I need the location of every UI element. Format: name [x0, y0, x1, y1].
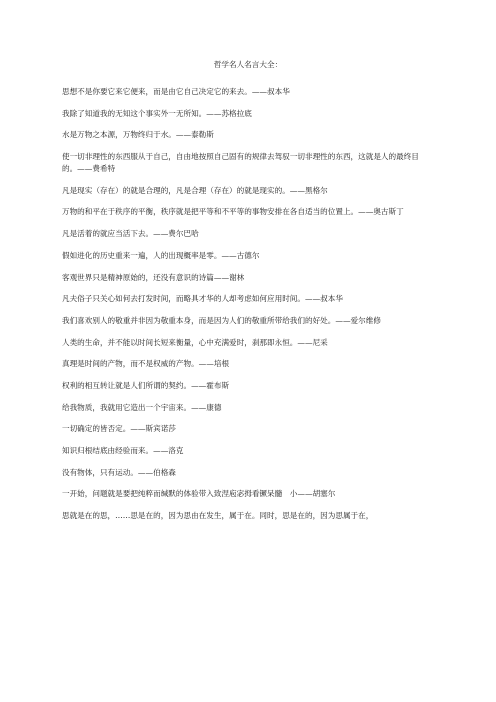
- quote-item: 凡是活着的就应当活下去。——费尔巴哈: [62, 229, 199, 239]
- quote-item: 给我物质，我就用它造出一个宇宙来。——康德: [62, 402, 222, 412]
- quote-item: 客观世界只是精神原始的，还没有意识的诗篇——谢林: [62, 272, 245, 282]
- quote-item: 我除了知道我的无知这个事实外一无所知。——苏格拉底: [62, 108, 252, 118]
- quote-item: 权利的相互转让就是人们所谓的契约。——霍布斯: [62, 380, 230, 390]
- quote-item: 万物的和平在于秩序的平衡，秩序就是把平等和不平等的事物安排在各自适当的位置上。——奥古斯丁: [62, 207, 404, 217]
- quote-item: 一开始，问题就是要把纯粹而缄默的体验带入致涅庖宓拇看镢呆髓 小——胡塞尔: [62, 489, 336, 499]
- quote-item: 思就是在的思，……思是在的，因为思由在发生，属于在。同时，思是在的，因为思属于在，: [62, 511, 374, 521]
- quote-item: 一切确定的皆否定。——斯宾诺莎: [62, 424, 176, 434]
- quote-item: 使一切非理性的东西服从于自己，自由地按照自己固有的规律去驾驭一切非理性的东西，这就是人的最终目的。——费希特: [62, 152, 419, 174]
- quote-item: 凡是现实（存在）的就是合理的，凡是合理（存在）的就是现实的。——黑格尔: [62, 185, 328, 195]
- quote-item: 水是万物之本源，万物终归于水。——泰勒斯: [62, 130, 214, 140]
- quote-item: 凡夫俗子只关心如何去打发时间，而略具才华的人却考虑如何应用时间。——叔本华: [62, 294, 343, 304]
- quote-item: 知识归根结底由经验而来。——洛克: [62, 446, 184, 455]
- quote-item: 思想不是你要它来它便来，而是由它自己决定它的来去。——叔本华: [62, 87, 290, 96]
- quote-item: 没有物体，只有运动。——伯格森: [62, 467, 176, 477]
- quote-item: 我们喜欢别人的敬重并非因为敬重本身，而是因为人们的敬重所带给我们的好处。——爱尔维修: [62, 315, 381, 325]
- quote-list: [62, 86, 430, 532]
- document-title: 哲学名人名言大全：: [213, 60, 283, 69]
- quote-item: 真理是时间的产物，而不是权威的产物。——培根: [62, 359, 230, 369]
- quote-item: 假如进化的历史重来一遍，人的出现概率是零。——古德尔: [62, 250, 260, 260]
- quote-item: 人类的生命，并不能以时间长短来衡量，心中充满爱时，刹那即永恒。——尼采: [62, 337, 328, 347]
